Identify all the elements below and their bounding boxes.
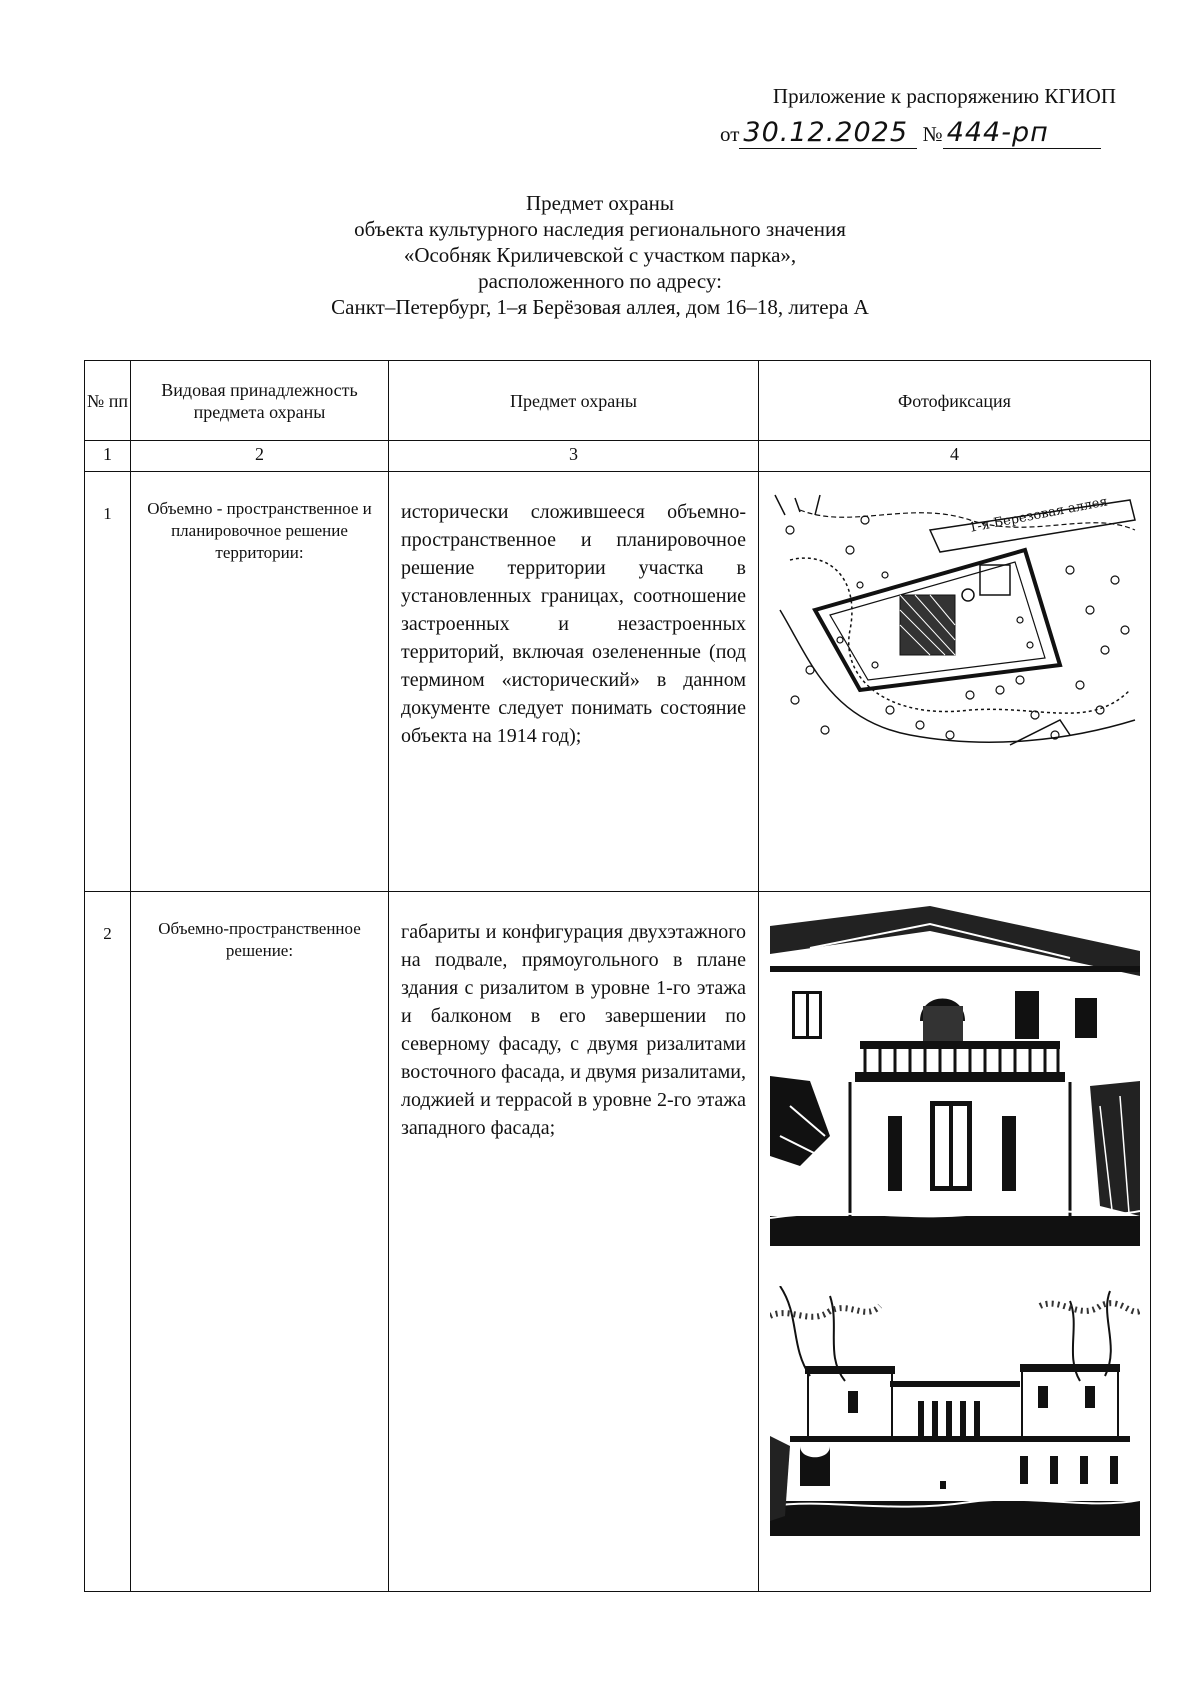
protection-subject-table xyxy=(84,360,1151,1592)
index-cell: 4 xyxy=(759,441,1151,472)
document-title xyxy=(0,190,1200,320)
site-plan-map xyxy=(770,490,1140,760)
from-label: от xyxy=(720,122,740,146)
index-cell: 2 xyxy=(131,441,389,472)
row-type: Объемно - пространственное и планировочное решение территории: xyxy=(131,472,389,892)
title-line-4: расположенного по адресу: xyxy=(478,269,722,293)
order-number-handwritten: 444-рп xyxy=(943,118,1101,149)
order-reference xyxy=(720,118,1101,149)
table-row xyxy=(85,892,1151,1592)
photo-cell xyxy=(759,892,1151,1592)
table-row xyxy=(85,472,1151,892)
row-subject: исторически сложившееся объемно-пространственное и планировочное решение территории участка в установленных границах, соотношение застроенных и незастроенных территорий, включая озелененные (под термином «исторический» в данном документе следует понимать состояние объекта на 1914 год); xyxy=(389,472,759,892)
row-type: Объемно-пространственное решение: xyxy=(131,892,389,1592)
index-cell: 1 xyxy=(85,441,131,472)
row-number: 1 xyxy=(85,472,131,892)
header-photo: Фотофиксация xyxy=(759,361,1151,441)
map-street-label: 1-я Березовая аллея xyxy=(967,494,1109,536)
header-number: № пп xyxy=(85,361,131,441)
title-line-1: Предмет охраны xyxy=(525,191,675,215)
photo-cell xyxy=(759,472,1151,892)
header-subject: Предмет охраны xyxy=(389,361,759,441)
title-line-5: Санкт–Петербург, 1–я Берёзовая аллея, дом 16–18, литера А xyxy=(331,295,869,319)
row-subject: габариты и конфигурация двухэтажного на подвале, прямоугольного в плане здания с ризалитом в уровне 1-го этажа и балконом в его завершении по северному фасаду, с двумя ризалитами восточного фасада, и двумя ризалитами, лоджией и террасой в уровне 2-го этажа западного фасада; xyxy=(389,892,759,1592)
row-number: 2 xyxy=(85,892,131,1592)
north-facade-photo xyxy=(770,906,1140,1246)
appendix-caption: Приложение к распоряжению КГИОП xyxy=(772,84,1116,108)
index-cell: 3 xyxy=(389,441,759,472)
west-facade-photo xyxy=(770,1286,1140,1536)
title-line-2: объекта культурного наследия регионального значения xyxy=(354,217,846,241)
order-date-handwritten: 30.12.2025 xyxy=(739,118,917,149)
table-header-row xyxy=(85,361,1151,441)
header-type: Видовая принадлежность предмета охраны xyxy=(131,361,389,441)
table-index-row xyxy=(85,441,1151,472)
number-label: № xyxy=(922,122,943,146)
title-line-3: «Особняк Криличевской с участком парка», xyxy=(403,243,797,267)
